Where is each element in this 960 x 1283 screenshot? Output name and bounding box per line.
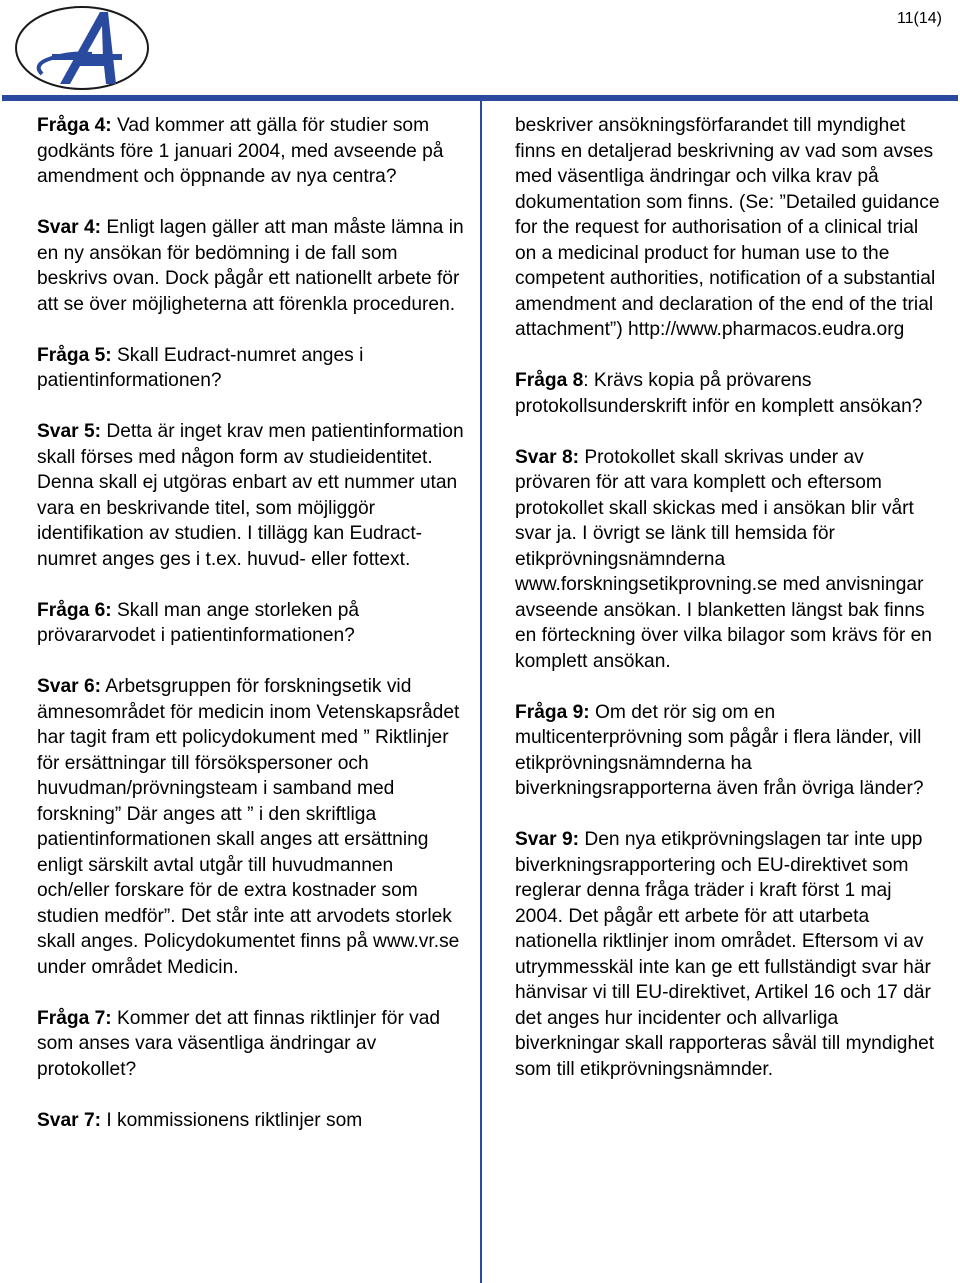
qa-paragraph bbox=[37, 343, 467, 394]
qa-label: Svar 7: bbox=[37, 1109, 101, 1131]
qa-paragraph bbox=[37, 113, 467, 190]
qa-text: : Krävs kopia på prövarens protokollsunderskrift inför en komplett ansökan? bbox=[515, 370, 923, 417]
qa-label: Fråga 5: bbox=[37, 344, 112, 366]
qa-text: Skall man ange storleken på prövararvodet i patientinformationen? bbox=[37, 599, 360, 646]
qa-label: Fråga 9: bbox=[515, 701, 590, 723]
qa-paragraph bbox=[37, 674, 467, 980]
qa-text: Skall Eudract-numret anges i patientinformationen? bbox=[37, 344, 364, 391]
qa-label: Svar 8: bbox=[515, 446, 579, 468]
qa-label: Fråga 8 bbox=[515, 370, 584, 391]
qa-paragraph bbox=[37, 215, 467, 317]
qa-label: Svar 6: bbox=[37, 676, 101, 697]
qa-text: Protokollet skall skrivas under av prövaren för att vara komplett och eftersom protokollet skall skickas med i ansökan blir vårt svar ja. I övrigt se länk till hemsida för etikprövningsnämnderna www.forskningsetikprovning.se med anvisningar avseende ansökan. I blanketten längst bak finns en förteckning över vilka bilagor som krävs för en komplett ansökan. bbox=[515, 446, 932, 672]
qa-label: Svar 4: bbox=[37, 217, 101, 238]
left-column bbox=[37, 113, 467, 1133]
qa-label: Fråga 4: bbox=[37, 115, 112, 136]
qa-paragraph bbox=[515, 700, 940, 802]
qa-paragraph bbox=[515, 827, 940, 1082]
qa-text: Kommer det att finnas riktlinjer för vad som anses vara väsentliga ändringar av protokollet? bbox=[37, 1007, 441, 1080]
qa-text: Detta är inget krav men patientinformation skall förses med någon form av studieidentitet. Denna skall ej utgöras enbart av ett nummer utan vara en beskrivande titel, som möjliggör identifikation av studien. I tillägg kan Eudract-numret anges ges i t.ex. huvud- eller fottext. bbox=[37, 421, 464, 570]
qa-text: I kommissionens riktlinjer som bbox=[101, 1109, 363, 1131]
right-column bbox=[515, 113, 940, 1082]
qa-label: Svar 9: bbox=[515, 829, 579, 850]
qa-text: Enligt lagen gäller att man måste lämna in en ny ansökan för bedömning i de fall som beskrivs ovan. Dock pågår ett nationellt arbete för att se över möjligheterna att förenkla proceduren. bbox=[37, 217, 464, 315]
qa-paragraph bbox=[515, 113, 940, 343]
page-number: 11(14) bbox=[896, 10, 942, 27]
qa-paragraph bbox=[515, 368, 940, 419]
column-separator bbox=[480, 101, 482, 1283]
qa-text: Arbetsgruppen för forskningsetik vid ämnesområdet för medicin inom Vetenskapsrådet har tagit fram ett policydokument med ” Riktlinjer för ersättningar till försökspersoner och huvudman/prövningsteam i samband med forskning” Där anges att ” i den skriftliga patientinformationen skall anges att ersättning enligt särskilt avtal utgår till huvudmannen och/eller forskare för de extra kostnader som studien medför”. Det står inte att arvodets storlek skall anges. Policydokumentet finns på www.vr.se under området Medicin. bbox=[37, 676, 460, 978]
qa-label: Fråga 6: bbox=[37, 599, 112, 621]
qa-paragraph bbox=[37, 1006, 467, 1083]
qa-paragraph bbox=[37, 419, 467, 572]
qa-paragraph bbox=[515, 445, 940, 675]
qa-text: beskriver ansökningsförfarandet till myndighet finns en detaljerad beskrivning av vad som avses med väsentliga ändringar och vilka krav på dokumentation som finns. (Se: ”Detailed guidance for the request for authorisation of a clinical trial on a medicinal product for human use to the competent authorities, notification of a substantial amendment and declaration of the end of the trial attachment”) http://www.pharmacos.eudra.org bbox=[515, 115, 940, 340]
qa-paragraph bbox=[37, 1108, 467, 1134]
qa-label: Fråga 7: bbox=[37, 1007, 112, 1029]
qa-text: Om det rör sig om en multicenterprövning som pågår i flera länder, vill etikprövningsnämnderna ha biverkningsrapporterna även från övriga länder? bbox=[515, 701, 924, 799]
qa-text: Den nya etikprövningslagen tar inte upp biverkningsrapportering och EU-direktivet som reglerar denna fråga träder i kraft först 1 maj 2004. Det pågår ett arbete för att utarbeta nationella riktlinjer inom området. Eftersom vi av utrymmesskäl inte kan ge ett fullständigt svar här hänvisar vi till EU-direktivet, Artikel 16 och 17 där det anges hur incidenter och allvarliga biverkningar skall rapporteras såväl till myndighet som till etikprövningsnämnder. bbox=[515, 829, 935, 1080]
qa-text: Vad kommer att gälla för studier som godkänts före 1 januari 2004, med avseende på amendment och öppnande av nya centra? bbox=[37, 115, 444, 187]
logo bbox=[12, 4, 152, 96]
qa-paragraph bbox=[37, 598, 467, 649]
qa-label: Svar 5: bbox=[37, 421, 101, 442]
